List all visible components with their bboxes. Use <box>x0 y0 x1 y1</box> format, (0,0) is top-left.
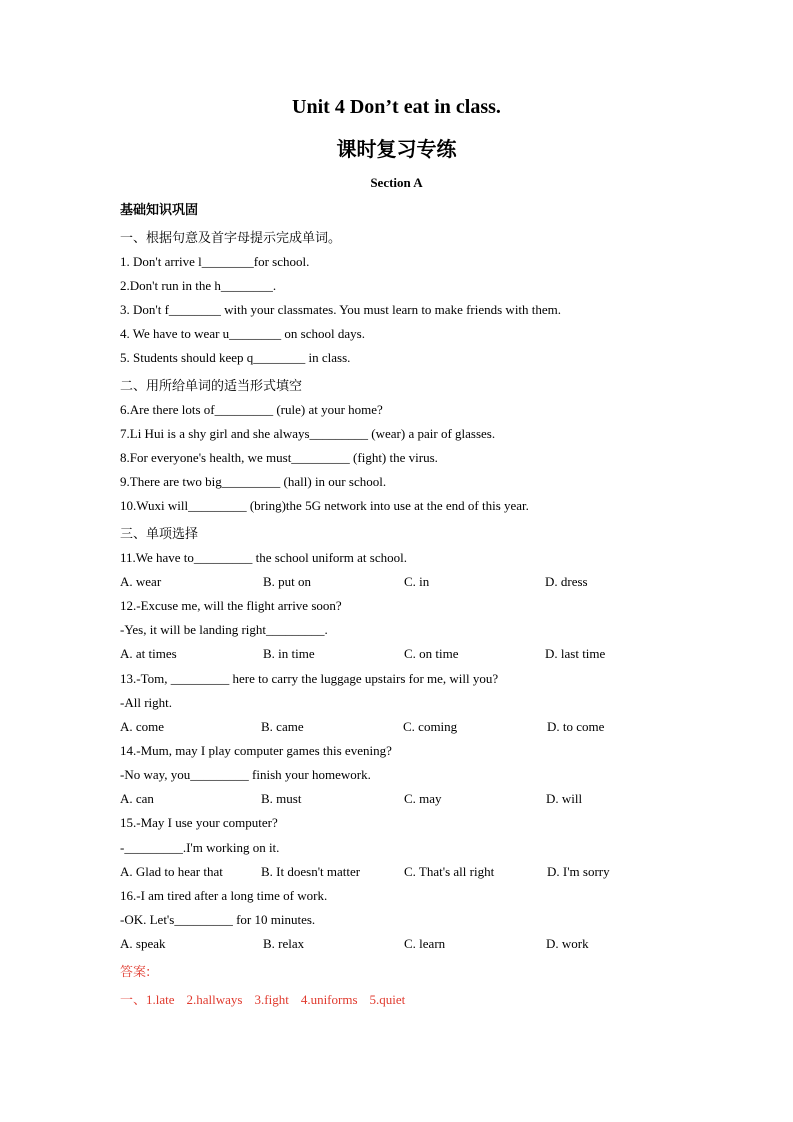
question-12-reply: -Yes, it will be landing right_________. <box>120 622 328 637</box>
q13-option-d: D. to come <box>547 719 605 734</box>
question-9: 9.There are two big_________ (hall) in our school. <box>120 474 387 489</box>
q16-option-d: D. work <box>546 936 589 951</box>
q12-option-c: C. on time <box>404 646 459 661</box>
q14-option-b: B. must <box>261 791 302 806</box>
q11-option-d: D. dress <box>545 574 588 589</box>
part1-label: 一、根据句意及首字母提示完成单词。 <box>120 231 342 246</box>
question-12: 12.-Excuse me, will the flight arrive soon? <box>120 598 342 613</box>
question-13: 13.-Tom, _________ here to carry the luggage upstairs for me, will you? <box>120 671 499 686</box>
question-1: 1. Don't arrive l________for school. <box>120 254 310 269</box>
document-subtitle: 课时复习专练 <box>336 137 457 161</box>
q16-option-c: C. learn <box>404 936 446 951</box>
question-10: 10.Wuxi will_________ (bring)the 5G network into use at the end of this year. <box>120 498 529 513</box>
question-14-reply: -No way, you_________ finish your homework. <box>120 767 371 782</box>
question-5: 5. Students should keep q________ in class. <box>120 350 351 365</box>
question-4: 4. We have to wear u________ on school days. <box>120 326 365 341</box>
q15-option-b: B. It doesn't matter <box>261 864 361 879</box>
part2-label: 二、用所给单词的适当形式填空 <box>120 379 303 394</box>
answer-3: 3.fight <box>254 992 289 1007</box>
q12-option-d: D. last time <box>545 646 606 661</box>
answer-1: 1.late <box>146 992 175 1007</box>
question-13-reply: -All right. <box>120 695 172 710</box>
q15-option-c: C. That's all right <box>404 864 495 879</box>
question-2: 2.Don't run in the h________. <box>120 278 277 293</box>
answers-label: 答案: <box>120 965 151 980</box>
question-14: 14.-Mum, may I play computer games this evening? <box>120 743 392 758</box>
question-8: 8.For everyone's health, we must_________ (fight) the virus. <box>120 450 438 465</box>
answer-2: 2.hallways <box>186 992 243 1007</box>
q14-option-a: A. can <box>120 791 154 806</box>
q11-option-b: B. put on <box>263 574 312 589</box>
basic-knowledge-heading: 基础知识巩固 <box>120 203 199 218</box>
answer-5: 5.quiet <box>369 992 406 1007</box>
q12-option-b: B. in time <box>263 646 315 661</box>
question-16-reply: -OK. Let's_________ for 10 minutes. <box>120 912 316 927</box>
question-7: 7.Li Hui is a shy girl and she always_________ (wear) a pair of glasses. <box>120 426 496 441</box>
question-15-reply: -_________.I'm working on it. <box>120 840 280 855</box>
question-11: 11.We have to_________ the school uniform at school. <box>120 550 407 565</box>
question-6: 6.Are there lots of_________ (rule) at your home? <box>120 402 383 417</box>
q14-option-d: D. will <box>546 791 583 806</box>
answer-4: 4.uniforms <box>300 992 358 1007</box>
document-title: Unit 4 Don’t eat in class. <box>292 96 501 118</box>
q11-option-c: C. in <box>404 574 430 589</box>
question-15: 15.-May I use your computer? <box>120 815 278 830</box>
q13-option-c: C. coming <box>403 719 458 734</box>
q14-option-c: C. may <box>404 791 442 806</box>
question-16: 16.-I am tired after a long time of work. <box>120 888 328 903</box>
question-3: 3. Don't f________ with your classmates. You must learn to make friends with them. <box>120 302 562 317</box>
q11-option-a: A. wear <box>120 574 162 589</box>
q16-option-a: A. speak <box>120 936 166 951</box>
section-label: Section A <box>370 175 423 190</box>
answers-prefix: 一、 <box>120 993 147 1008</box>
q13-option-b: B. came <box>261 719 304 734</box>
q12-option-a: A. at times <box>120 646 177 661</box>
q15-option-a: A. Glad to hear that <box>120 864 223 879</box>
q13-option-a: A. come <box>120 719 165 734</box>
q15-option-d: D. I'm sorry <box>547 864 610 879</box>
answers-line <box>120 989 417 1008</box>
part3-label: 三、单项选择 <box>120 527 199 542</box>
q16-option-b: B. relax <box>263 936 305 951</box>
